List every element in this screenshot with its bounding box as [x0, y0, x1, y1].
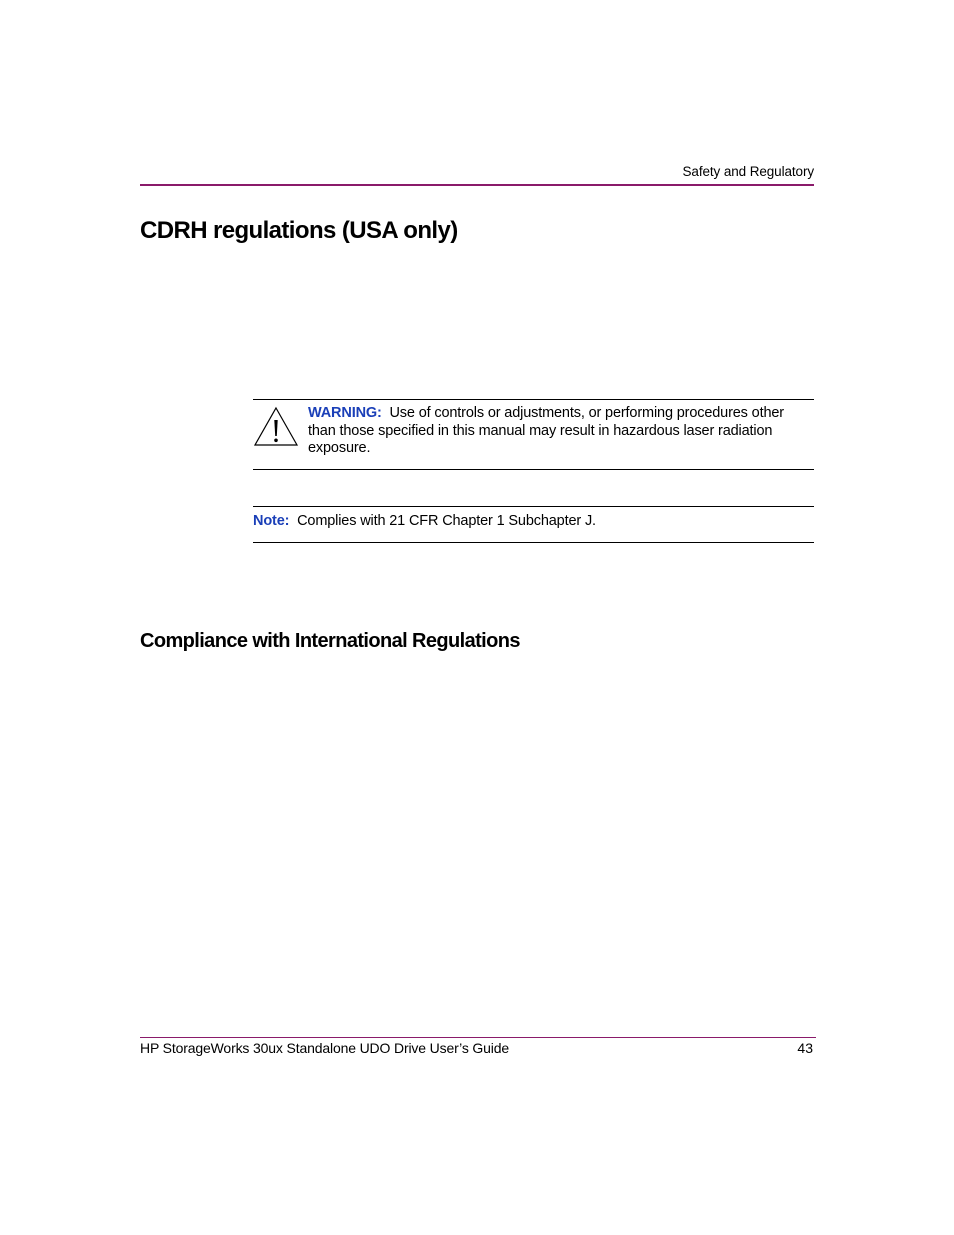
header-rule: [140, 184, 814, 186]
note-top-rule: [253, 506, 814, 507]
note-label: Note:: [253, 513, 290, 529]
note-body: Complies with 21 CFR Chapter 1 Subchapter J.: [297, 513, 596, 529]
warning-top-rule: [253, 399, 814, 400]
page-number: 43: [797, 1040, 813, 1056]
warning-label: WARNING:: [308, 405, 382, 421]
warning-triangle-icon: [253, 405, 299, 447]
note-message: [253, 512, 814, 530]
warning-body: Use of controls or adjustments, or performing procedures other than those specified in this manual may result in hazardous laser radiation exposure.: [308, 405, 784, 456]
footer-rule: [140, 1037, 816, 1038]
warning-bottom-rule: [253, 469, 814, 470]
section-title-cdrh: CDRH regulations (USA only): [140, 217, 458, 244]
footer-document-title: HP StorageWorks 30ux Standalone UDO Drive User’s Guide: [140, 1040, 510, 1056]
section-title-international: Compliance with International Regulations: [140, 630, 520, 652]
running-header: Safety and Regulatory: [682, 164, 814, 179]
note-bottom-rule: [253, 542, 814, 543]
warning-message: [308, 405, 814, 458]
